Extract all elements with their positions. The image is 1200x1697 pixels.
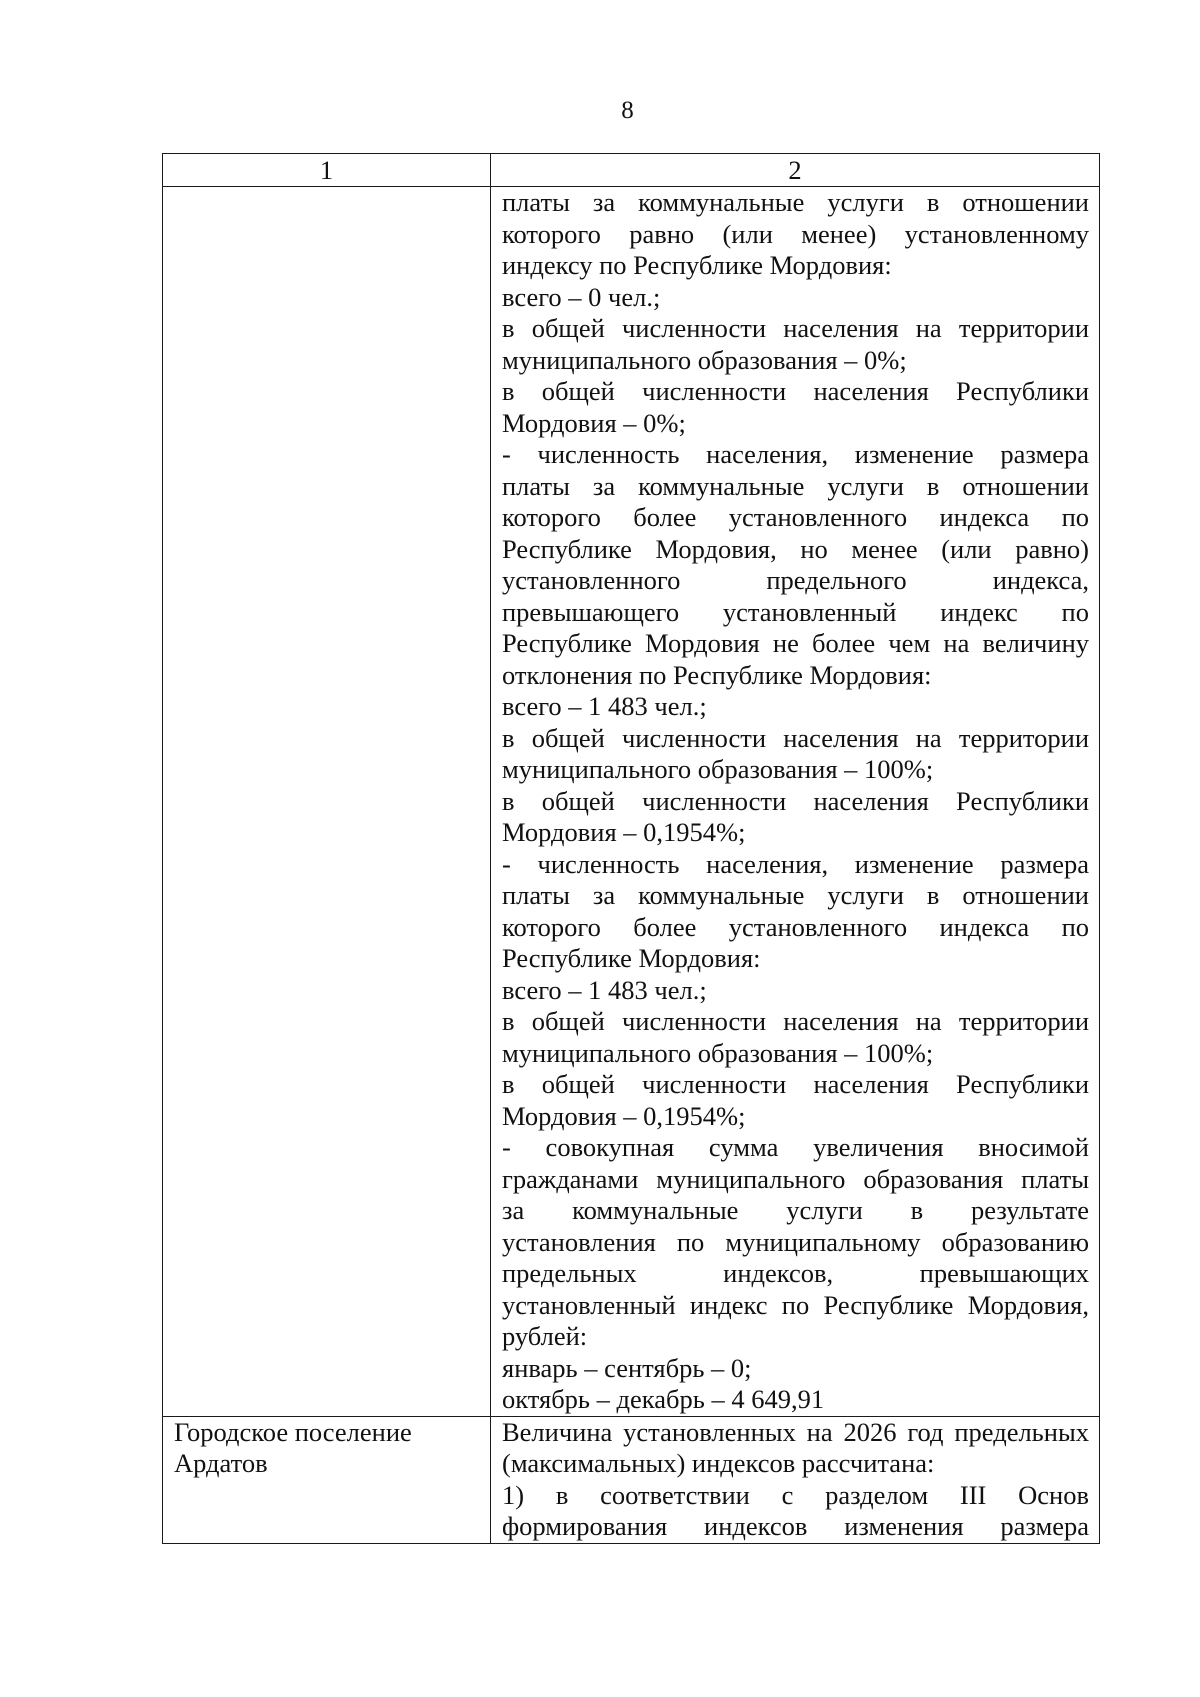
municipality-cell bbox=[163, 187, 491, 1417]
text-line: январь – сентябрь – 0; bbox=[502, 1352, 752, 1383]
text-line: отклонения по Республике Мордовия: bbox=[502, 659, 932, 690]
text-line: - численность населения, изменение размера bbox=[502, 848, 1089, 879]
text-line: превышающего установленный индекс по bbox=[502, 596, 1089, 627]
text-line: Ардатов bbox=[174, 1448, 268, 1478]
text-line: Городское поселение bbox=[174, 1416, 412, 1447]
column-header-2: 2 bbox=[491, 154, 1100, 187]
text-line: платы за коммунальные услуги в отношении bbox=[502, 470, 1089, 501]
text-line: которого более установленного индекса по bbox=[502, 502, 1089, 532]
text-line: в общей численности населения на территории bbox=[502, 722, 1089, 753]
text-line: предельных индексов, превышающих bbox=[502, 1258, 1089, 1288]
text-line: установления по муниципальному образованию bbox=[502, 1226, 1089, 1257]
table-row bbox=[163, 1416, 1100, 1543]
text-line: которого более установленного индекса по bbox=[502, 911, 1089, 942]
description-cell bbox=[491, 187, 1100, 1417]
table-body bbox=[163, 187, 1100, 1544]
text-line: муниципального образования – 100%; bbox=[502, 1037, 934, 1068]
text-line: гражданами муниципального образования платы bbox=[502, 1163, 1089, 1194]
text-line: установленного предельного индекса, bbox=[502, 565, 1089, 595]
text-line: 1) в соответствии с разделом III Основ bbox=[502, 1479, 1089, 1510]
text-line: всего – 1 483 чел.; bbox=[502, 691, 707, 721]
municipality-cell bbox=[163, 1416, 491, 1543]
table-header-row bbox=[163, 154, 1100, 187]
text-line: в общей численности населения на территории bbox=[502, 1006, 1089, 1036]
text-line: платы за коммунальные услуги в отношении bbox=[502, 880, 1089, 910]
text-line: индексу по Республике Мордовия: bbox=[502, 250, 892, 280]
text-line: - численность населения, изменение размера bbox=[502, 439, 1089, 469]
text-line: Республике Мордовия: bbox=[502, 943, 761, 973]
text-line: октябрь – декабрь – 4 649,91 bbox=[502, 1384, 825, 1414]
text-line: Мордовия – 0,1954%; bbox=[502, 1100, 746, 1131]
text-line: в общей численности населения Республики bbox=[502, 376, 1089, 406]
table-row bbox=[163, 187, 1100, 1417]
text-line: - совокупная сумма увеличения вносимой bbox=[502, 1132, 1089, 1162]
text-line: в общей численности населения на территории bbox=[502, 313, 1089, 343]
text-line: за коммунальные услуги в результате bbox=[502, 1195, 1089, 1225]
text-line: (максимальных) индексов рассчитана: bbox=[502, 1448, 935, 1478]
text-line: муниципального образования – 0%; bbox=[502, 344, 907, 375]
text-line: в общей численности населения Республики bbox=[502, 785, 1089, 816]
text-line: муниципального образования – 100%; bbox=[502, 754, 934, 784]
text-line: формирования индексов изменения размера bbox=[502, 1511, 1089, 1541]
text-line: Республике Мордовия не более чем на величину bbox=[502, 628, 1089, 658]
page-number: 8 bbox=[621, 97, 634, 124]
text-line: всего – 1 483 чел.; bbox=[502, 974, 707, 1005]
description-cell bbox=[491, 1416, 1100, 1543]
document-table bbox=[162, 153, 1100, 1544]
text-line: Величина установленных на 2026 год предельных bbox=[502, 1416, 1089, 1447]
column-header-1: 1 bbox=[163, 154, 491, 187]
text-line: Мордовия – 0,1954%; bbox=[502, 817, 746, 847]
text-line: установленный индекс по Республике Мордовия, bbox=[502, 1289, 1089, 1320]
text-line: которого равно (или менее) установленному bbox=[502, 218, 1089, 249]
text-line: Мордовия – 0%; bbox=[502, 407, 686, 438]
text-line: в общей численности населения Республики bbox=[502, 1069, 1089, 1099]
text-line: платы за коммунальные услуги в отношении bbox=[502, 187, 1089, 217]
text-line: рублей: bbox=[502, 1321, 588, 1351]
text-line: Республике Мордовия, но менее (или равно) bbox=[502, 533, 1089, 564]
text-line: всего – 0 чел.; bbox=[502, 281, 661, 312]
